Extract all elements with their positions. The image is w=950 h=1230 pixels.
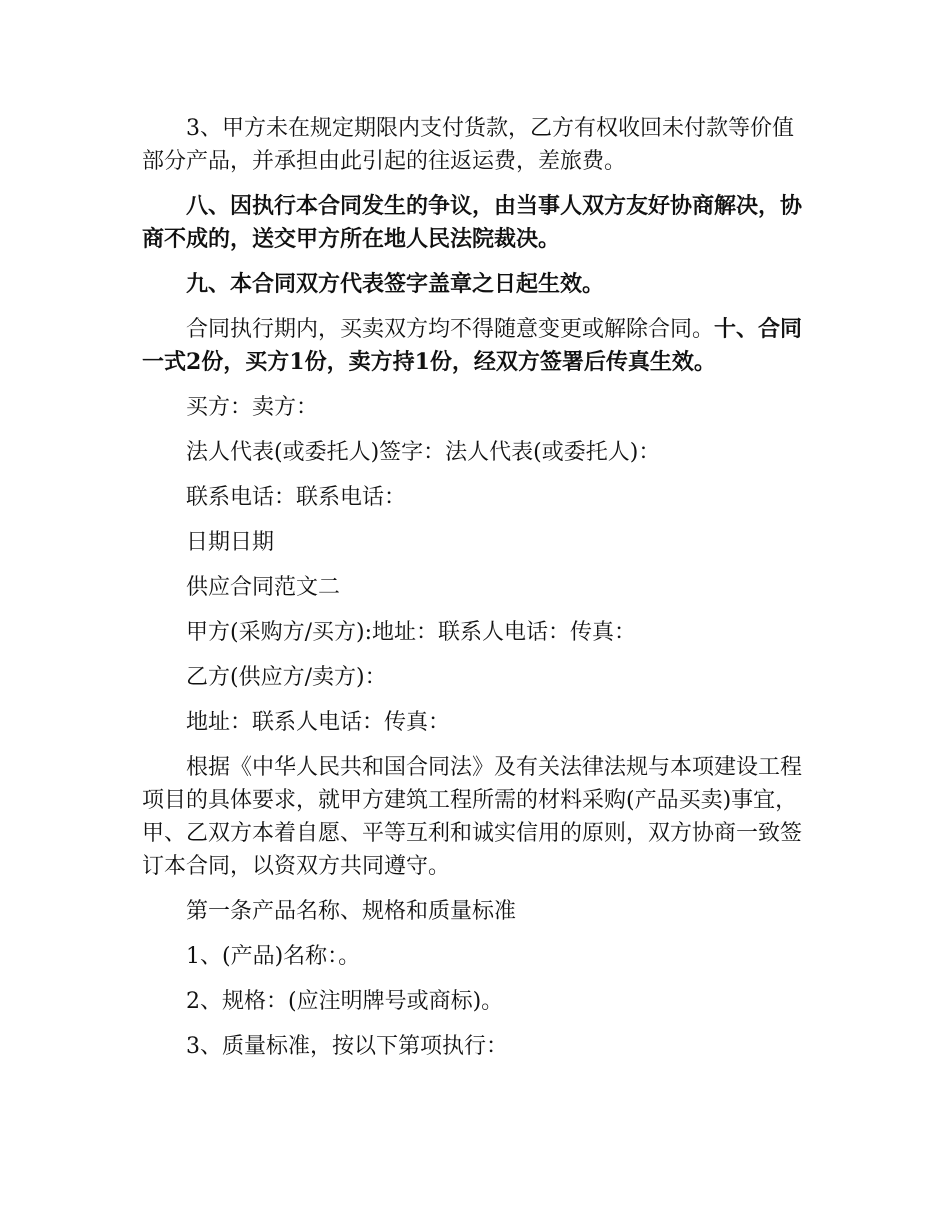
party-b-label: 乙方(供应方/卖方)： xyxy=(186,665,387,690)
signature-parties: 买方：卖方： xyxy=(186,395,319,420)
clause-payment-default: 3、甲方未在规定期限内支付货款，乙方有权收回未付款等价值部分产品，并承担由此引起的往返运费，差旅费。 xyxy=(142,116,794,174)
party-b-address: 地址：联系人电话：传真： xyxy=(186,710,451,735)
document-page xyxy=(142,112,810,1075)
section-title-sample-2: 供应合同范文二 xyxy=(186,575,341,600)
party-a-info: 甲方(采购方/买方):地址：联系人电话：传真： xyxy=(186,620,636,645)
signature-phones: 联系电话：联系电话： xyxy=(186,485,407,510)
clause-9-effective: 九、本合同双方代表签字盖章之日起生效。 xyxy=(186,271,605,297)
clause-10-copies xyxy=(142,313,810,379)
article-1-heading: 第一条产品名称、规格和质量标准 xyxy=(186,899,517,924)
article-1-item-3: 3、质量标准，按以下第项执行： xyxy=(186,1034,508,1059)
clause-8-dispute: 八、因执行本合同发生的争议，由当事人双方友好协商解决，协商不成的，送交甲方所在地人民法院裁决。 xyxy=(142,193,803,252)
signature-representatives: 法人代表(或委托人)签字：法人代表(或委托人)： xyxy=(186,440,661,465)
clause-no-change-text: 合同执行期内，买卖双方均不得随意变更或解除合同。 xyxy=(186,317,715,342)
clause-10-text: 十、合同一式2份，买方1份，卖方持1份，经双方签署后传真生效。 xyxy=(142,316,803,375)
article-1-item-2: 2、规格：(应注明牌号或商标)。 xyxy=(186,989,504,1014)
article-1-item-1: 1、(产品)名称：。 xyxy=(186,944,361,969)
preamble: 根据《中华人民共和国合同法》及有关法律法规与本项建设工程项目的具体要求，就甲方建筑工程所需的材料采购(产品买卖)事宜，甲、乙双方本着自愿、平等互利和诚实信用的原则，双方协商一致签订本合同，以资双方共同遵守。 xyxy=(142,755,803,879)
signature-dates: 日期日期 xyxy=(186,530,275,555)
